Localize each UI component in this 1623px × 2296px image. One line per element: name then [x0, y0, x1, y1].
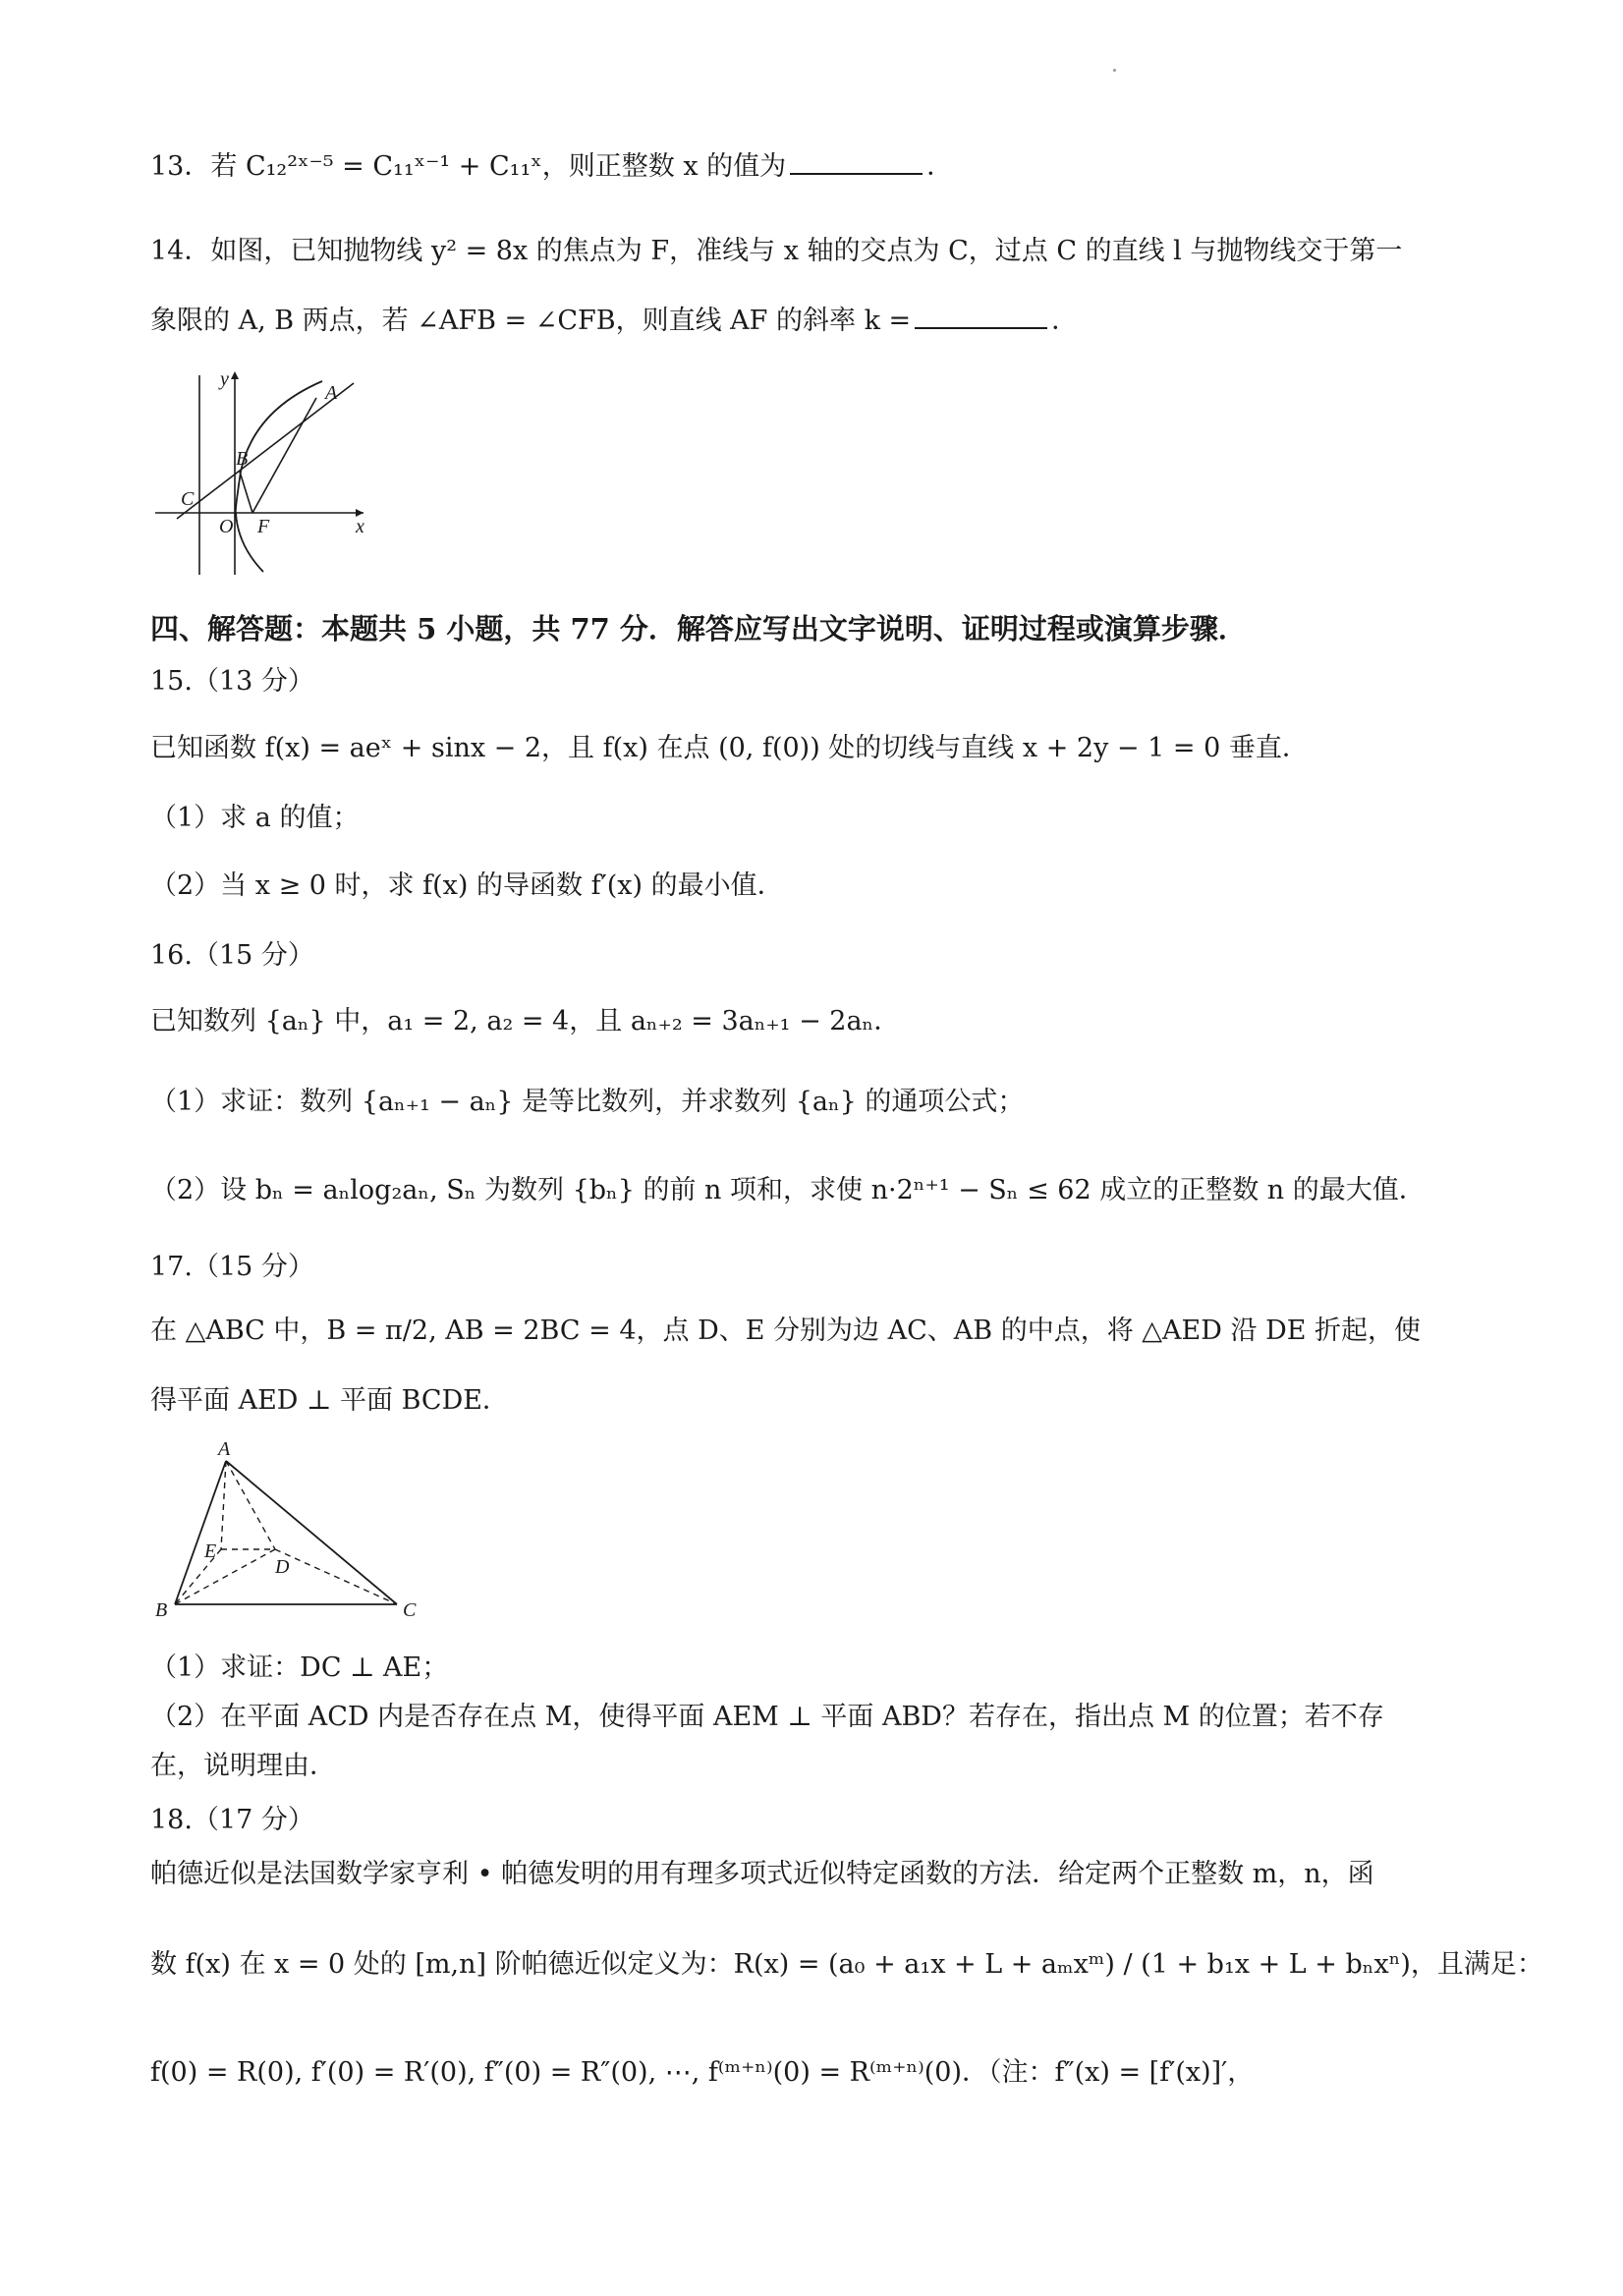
section-heading: 四、解答题：本题共 5 小题，共 77 分．解答应写出文字说明、证明过程或演算步骤． [150, 612, 1247, 645]
question-17-stem-1: 在 △ABC 中，B = π/2, AB = 2BC = 4，点 D、E 分别为边 AC、AB 的中点，将 △AED 沿 DE 折起，使 [150, 1316, 1422, 1346]
label-c: C [181, 488, 195, 510]
question-17-part-1: （1）求证：DC ⊥ AE； [150, 1652, 449, 1683]
question-18-header: 18.（17 分） [150, 1805, 314, 1835]
question-15-part-1: （1）求 a 的值； [150, 803, 360, 833]
question-13: 13．若 C₁₂²ˣ⁻⁵ = C₁₁ˣ⁻¹ + C₁₁ˣ，则正整数 x 的值为 ． [150, 147, 953, 187]
question-15-part-2: （2）当 x ≥ 0 时，求 f(x) 的导函数 f′(x) 的最小值． [150, 870, 784, 901]
label-a: A [325, 382, 338, 404]
question-17-part-2-line-1: （2）在平面 ACD 内是否存在点 M，使得平面 AEM ⊥ 平面 ABD？若存在，指出点 M 的位置；若不存 [150, 1702, 1384, 1732]
edge-ad [226, 1461, 275, 1549]
question-17-header: 17.（15 分） [150, 1252, 314, 1282]
label-b: B [236, 448, 249, 470]
scan-speck [1113, 69, 1116, 72]
question-18-stem-2: 数 f(x) 在 x = 0 处的 [m,n] 阶帕德近似定义为：R(x) = (a₀ + a₁x + L + aₘxᵐ) / (1 + b₁x + L + bₙxⁿ)，且满足： [150, 1949, 1543, 1980]
question-17-stem-2: 得平面 AED ⊥ 平面 BCDE． [150, 1385, 509, 1416]
segment-fa [252, 398, 316, 513]
label-c: C [403, 1599, 417, 1621]
answer-blank-14[interactable] [915, 302, 1047, 329]
label-f: F [257, 516, 270, 537]
question-15-stem: 已知函数 f(x) = aeˣ + sinx − 2，且 f(x) 在点 (0, f(0)) 处的切线与直线 x + 2y − 1 = 0 垂直． [150, 733, 1309, 763]
parabola-figure [147, 364, 383, 585]
edge-ab [175, 1461, 226, 1604]
edge-db [175, 1549, 275, 1604]
label-d: D [275, 1556, 290, 1578]
edge-ac [226, 1461, 397, 1604]
pyramid-figure [147, 1439, 442, 1626]
segment-fb [240, 472, 252, 513]
question-18-stem-1: 帕德近似是法国数学家亨利 • 帕德发明的用有理多项式近似特定函数的方法．给定两个正整数 m，n，函 [150, 1859, 1374, 1889]
question-14-line-1: 14．如图，已知抛物线 y² = 8x 的焦点为 F，准线与 x 轴的交点为 C，过点 C 的直线 l 与抛物线交于第一 [150, 236, 1403, 266]
label-b: B [155, 1599, 168, 1621]
question-14-line-2: 象限的 A, B 两点，若 ∠AFB = ∠CFB，则直线 AF 的斜率 k = ． [150, 302, 1078, 341]
question-15-header: 15.（13 分） [150, 666, 314, 697]
question-16-header: 16.（15 分） [150, 940, 314, 971]
label-x: x [356, 516, 364, 537]
question-16-part-2: （2）设 bₙ = aₙlog₂aₙ, Sₙ 为数列 {bₙ} 的前 n 项和，求使 n·2ⁿ⁺¹ − Sₙ ≤ 62 成立的正整数 n 的最大值． [150, 1175, 1426, 1205]
question-18-stem-3: f(0) = R(0), f′(0) = R′(0), f″(0) = R″(0), ⋯, f⁽ᵐ⁺ⁿ⁾(0) = R⁽ᵐ⁺ⁿ⁾(0)．（注：f″(x) = [f′(x)]′， [150, 2057, 1255, 2088]
question-16-stem: 已知数列 {aₙ} 中，a₁ = 2, a₂ = 4，且 aₙ₊₂ = 3aₙ₊₁ − 2aₙ． [150, 1006, 901, 1036]
question-16-part-1: （1）求证：数列 {aₙ₊₁ − aₙ} 是等比数列，并求数列 {aₙ} 的通项公式； [150, 1087, 1025, 1117]
answer-blank-13[interactable] [790, 147, 923, 175]
label-y: y [220, 368, 229, 390]
label-a: A [218, 1439, 231, 1460]
label-o: O [219, 516, 234, 537]
question-17-part-2-line-2: 在，说明理由． [150, 1751, 336, 1781]
label-e: E [204, 1540, 217, 1562]
question-13-text: 13．若 C₁₂²ˣ⁻⁵ = C₁₁ˣ⁻¹ + C₁₁ˣ，则正整数 x 的值为 [150, 151, 787, 182]
y-axis-arrow [231, 371, 239, 379]
edge-dc [275, 1549, 397, 1604]
